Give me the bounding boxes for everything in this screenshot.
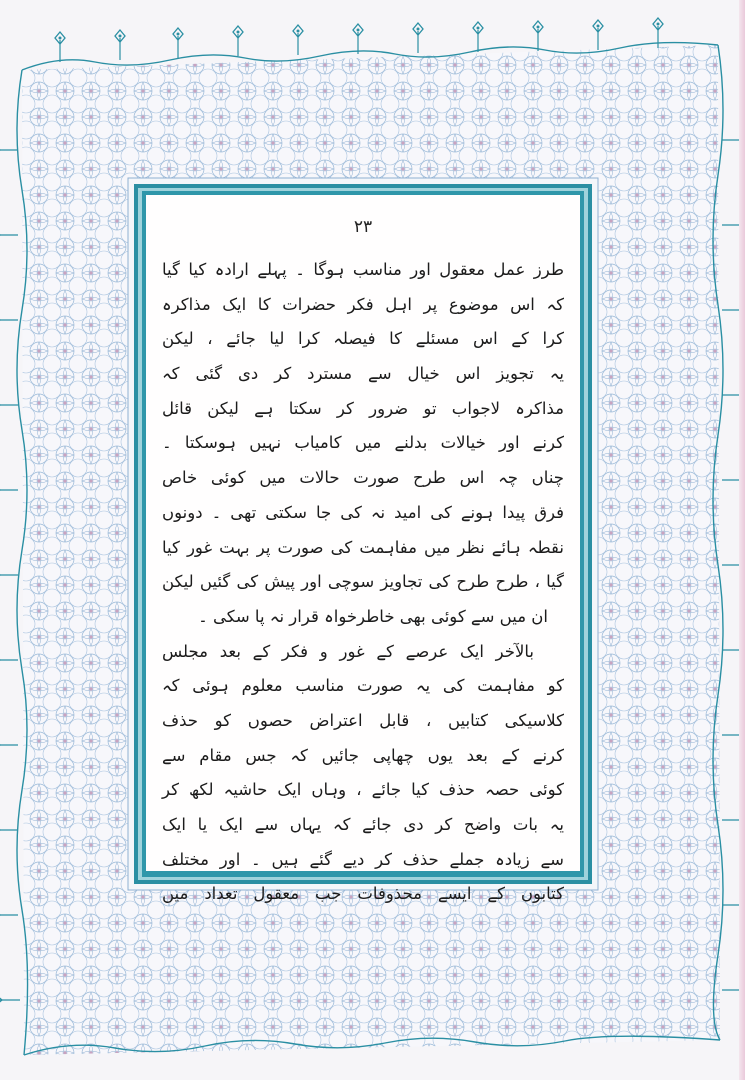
text-line: نقطہ ہائے نظر میں مفاہمت کی صورت پر بہت غور کیا	[162, 537, 564, 557]
text-line: کوئی حصہ حذف کیا جائے ، وہاں ایک حاشیہ لکھ کر	[162, 780, 564, 800]
body-text	[162, 253, 564, 912]
text-line: چناں چہ اس طرح صورت حالات میں کوئی خاص	[162, 468, 564, 488]
text-line: یہ تجویز اس خیال سے مسترد کر دی گئی کہ	[162, 364, 564, 384]
text-panel	[146, 195, 580, 904]
text-line: مذاکرہ لاجواب تو ضرور کر سکتا ہے لیکن قائل	[162, 398, 564, 418]
text-line: کرنے کے بعد یوں چھاپی جائیں کہ جس مقام سے	[162, 745, 564, 765]
text-line: گیا ، طرح طرح کی تجاویز سوچی اور پیش کی گئیں لیکن	[162, 572, 564, 592]
text-line: بالآخر ایک عرصے کے غور و فکر کے بعد مجلس	[162, 641, 534, 661]
text-line: کرنے اور خیالات بدلنے میں کامیاب نہیں ہوسکتا ۔	[162, 433, 564, 453]
text-line: ان میں سے کوئی بھی خاطرخواہ قرار نہ پا سکی ۔	[198, 606, 548, 626]
text-line: کرا کے اس مسئلے کا فیصلہ کرا لیا جائے ، لیکن	[162, 329, 564, 349]
page-edge	[739, 0, 745, 1080]
text-line: سے زیادہ جملے حذف کر دیے گئے ہیں ۔ اور مختلف	[162, 849, 564, 869]
text-line: یہ بات واضح کر دی جائے کہ یہاں سے ایک یا ایک	[162, 815, 564, 834]
text-line: کتابوں کے ایسے محذوفات جب معقول تعداد میں	[162, 884, 564, 904]
text-line: کلاسیکی کتابیں ، قابل اعتراض حصوں کو حذف	[162, 710, 564, 730]
text-line: کہ اس موضوع پر اہل فکر حضرات کا ایک مذاکرہ	[162, 294, 564, 314]
page-number: ۲۳	[353, 217, 373, 237]
text-line: فرق پیدا ہونے کی امید نہ کی جا سکتی تھی ۔ دونوں	[162, 502, 564, 522]
text-line: طرز عمل معقول اور مناسب ہوگا ۔ پہلے ارادہ کیا گیا	[162, 260, 564, 279]
text-line: کو مفاہمت کی یہ صورت مناسب معلوم ہوئی کہ	[162, 676, 564, 696]
